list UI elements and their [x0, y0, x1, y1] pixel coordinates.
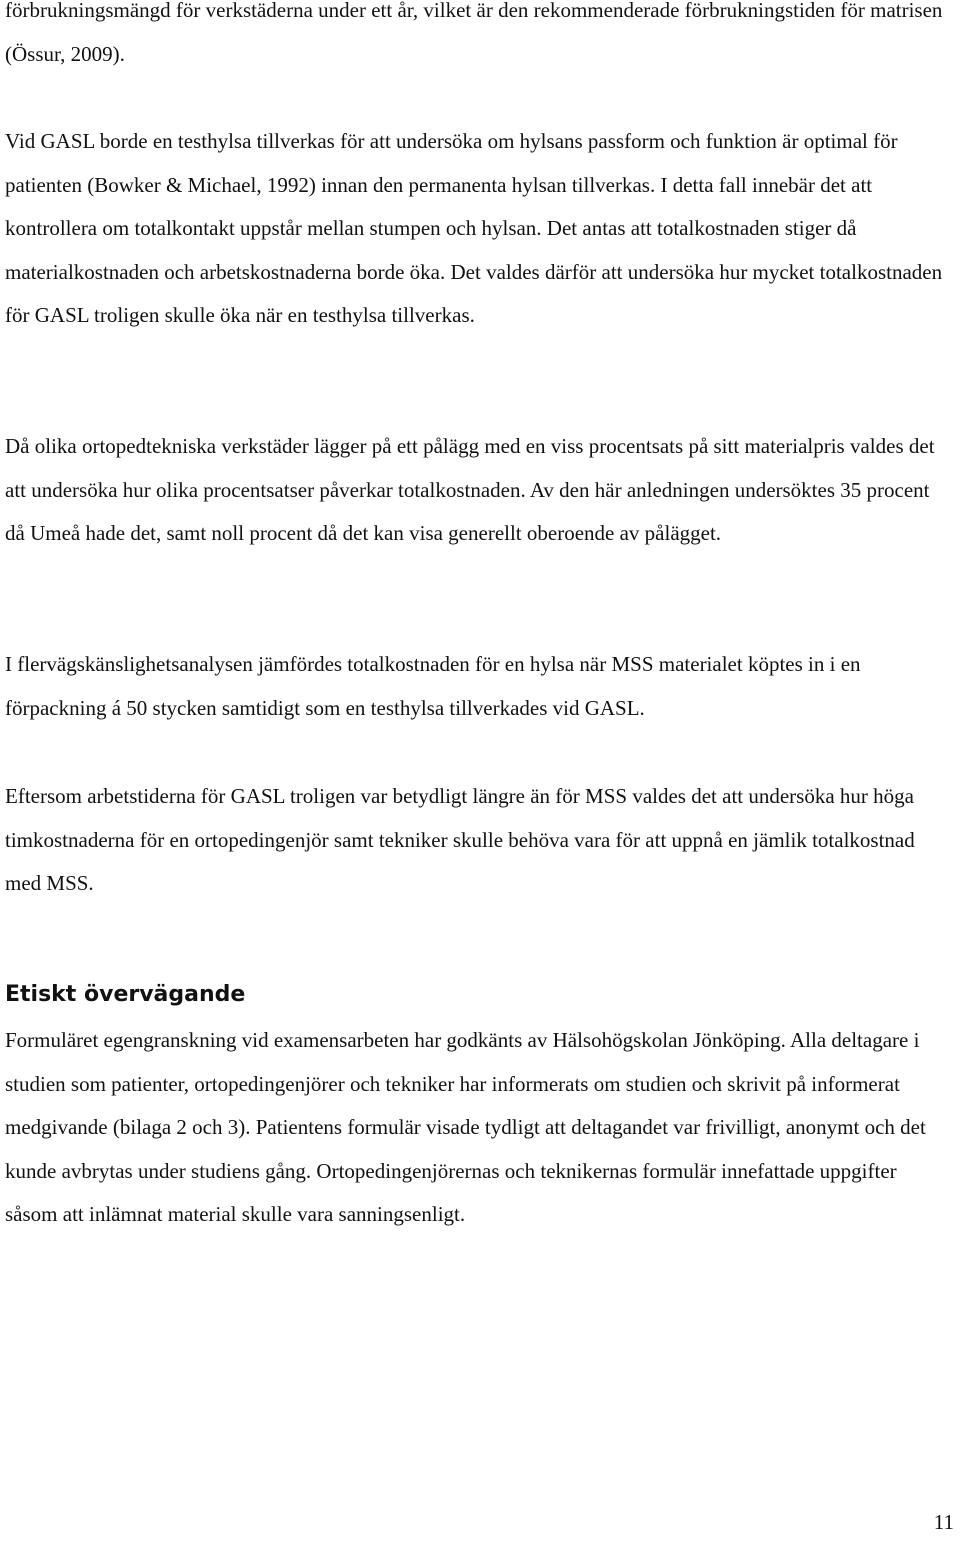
body-paragraph: Eftersom arbetstiderna för GASL troligen var betydligt längre än för MSS valdes det att undersöka hur höga timkostnaderna för en ortopedingenjör samt tekniker skulle behöva vara för att uppnå en jämlik totalkostnad med MSS. — [5, 784, 915, 895]
page-number: 11 — [933, 1510, 954, 1534]
body-paragraph: Då olika ortopedtekniska verkstäder lägger på ett pålägg med en viss procentsats på sitt materialpris valdes det att undersöka hur olika procentsatser påverkar totalkostnaden. Av den här anledningen undersöktes 35 procent då Umeå hade det, samt noll procent då det kan visa generellt oberoende av pålägget. — [5, 434, 935, 545]
section-paragraph: Formuläret egengranskning vid examensarbeten har godkänts av Hälsohögskolan Jönköping. Alla deltagare i studien som patienter, ortopedingenjörer och tekniker har informerats om studien och skrivit på informerat medgivande (bilaga 2 och 3). Patientens formulär visade tydligt att deltagandet var frivilligt, anonymt och det kunde avbrytas under studiens gång. Ortopedingenjörernas och teknikernas formulär innefattade uppgifter såsom att inlämnat material skulle vara sanningsenligt. — [5, 1028, 926, 1226]
section-heading: Etiskt övervägande — [5, 982, 246, 1007]
body-paragraph: förbrukningsmängd för verkstäderna under ett år, vilket är den rekommenderade förbrukningstiden för matrisen (Össur, 2009). — [5, 0, 943, 66]
body-paragraph: I flervägskänslighetsanalysen jämfördes totalkostnaden för en hylsa när MSS materialet köptes in i en förpackning á 50 stycken samtidigt som en testhylsa tillverkades vid GASL. — [5, 652, 861, 720]
body-paragraph: Vid GASL borde en testhylsa tillverkas för att undersöka om hylsans passform och funktion är optimal för patienten (Bowker & Michael, 1992) innan den permanenta hylsan tillverkas. I detta fall innebär det att kontrollera om totalkontakt uppstår mellan stumpen och hylsan. Det antas att totalkostnaden stiger då materialkostnaden och arbetskostnaderna borde öka. Det valdes därför att undersöka hur mycket totalkostnaden för GASL troligen skulle öka när en testhylsa tillverkas. — [5, 129, 943, 327]
